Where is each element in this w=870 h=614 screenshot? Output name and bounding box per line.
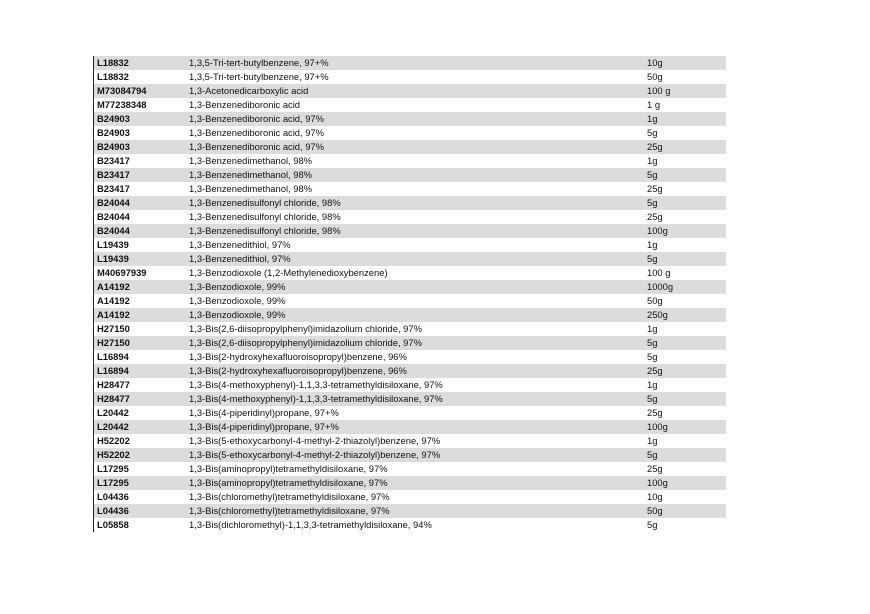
pack-size: 100g [647, 225, 668, 236]
table-row [94, 280, 726, 294]
table-row [94, 84, 726, 98]
pack-size: 25g [647, 365, 663, 376]
table-row [94, 168, 726, 182]
product-code: L20442 [97, 421, 129, 432]
table-row [94, 322, 726, 336]
product-code: B24044 [97, 225, 130, 236]
table-row [94, 224, 726, 238]
pack-size: 10g [647, 57, 663, 68]
product-code: L19439 [97, 253, 129, 264]
product-description: 1,3-Benzodioxole, 99% [189, 281, 286, 292]
pack-size: 50g [647, 71, 663, 82]
product-description: 1,3-Benzenedimethanol, 98% [189, 183, 313, 194]
product-code: H28477 [97, 379, 130, 390]
product-code: B23417 [97, 155, 130, 166]
table-row [94, 364, 726, 378]
table-row [94, 112, 726, 126]
product-description: 1,3,5-Tri-tert-butylbenzene, 97+% [189, 57, 329, 68]
table-row [94, 294, 726, 308]
product-description: 1,3-Bis(4-methoxyphenyl)-1,1,3,3-tetramethyldisiloxane, 97% [189, 379, 443, 390]
product-code: L05858 [97, 519, 129, 530]
product-description: 1,3-Benzodioxole (1,2-Methylenedioxybenzene) [189, 267, 388, 278]
product-description: 1,3-Benzenedisulfonyl chloride, 98% [189, 197, 341, 208]
product-description: 1,3-Bis(aminopropyl)tetramethyldisiloxane, 97% [189, 477, 388, 488]
product-code: B24903 [97, 113, 130, 124]
pack-size: 1g [647, 435, 658, 446]
pack-size: 250g [647, 309, 668, 320]
pack-size: 100 g [647, 267, 671, 278]
product-code: L16894 [97, 365, 129, 376]
table-row [94, 210, 726, 224]
pack-size: 5g [647, 197, 658, 208]
product-code: B24903 [97, 141, 130, 152]
table-row [94, 406, 726, 420]
table-row [94, 504, 726, 518]
product-table [93, 56, 726, 532]
product-description: 1,3-Bis(aminopropyl)tetramethyldisiloxane, 97% [189, 463, 388, 474]
pack-size: 1g [647, 155, 658, 166]
product-description: 1,3-Bis(2-hydroxyhexafluoroisopropyl)benzene, 96% [189, 365, 407, 376]
table-row [94, 70, 726, 84]
product-code: L17295 [97, 477, 129, 488]
product-code: M73084794 [97, 85, 147, 96]
pack-size: 5g [647, 519, 658, 530]
product-code: L04436 [97, 505, 129, 516]
product-description: 1,3,5-Tri-tert-butylbenzene, 97+% [189, 71, 329, 82]
product-description: 1,3-Bis(2-hydroxyhexafluoroisopropyl)benzene, 96% [189, 351, 407, 362]
product-description: 1,3-Benzenedithiol, 97% [189, 239, 291, 250]
product-code: H52202 [97, 435, 130, 446]
table-row [94, 476, 726, 490]
product-code: B23417 [97, 169, 130, 180]
product-description: 1,3-Benzenedimethanol, 98% [189, 155, 313, 166]
product-code: A14192 [97, 295, 130, 306]
product-description: 1,3-Bis(5-ethoxycarbonyl-4-methyl-2-thiazolyl)benzene, 97% [189, 449, 441, 460]
pack-size: 25g [647, 211, 663, 222]
table-row [94, 126, 726, 140]
table-row [94, 448, 726, 462]
table-row [94, 490, 726, 504]
product-description: 1,3-Benzodioxole, 99% [189, 295, 286, 306]
product-code: B24044 [97, 211, 130, 222]
product-code: H27150 [97, 323, 130, 334]
product-code: H27150 [97, 337, 130, 348]
pack-size: 5g [647, 127, 658, 138]
product-description: 1,3-Benzenedisulfonyl chloride, 98% [189, 225, 341, 236]
product-code: B24044 [97, 197, 130, 208]
product-description: 1,3-Bis(chloromethyl)tetramethyldisiloxane, 97% [189, 491, 390, 502]
table-row [94, 56, 726, 70]
product-description: 1,3-Bis(4-piperidinyl)propane, 97+% [189, 407, 339, 418]
product-description: 1,3-Benzenedithiol, 97% [189, 253, 291, 264]
pack-size: 25g [647, 463, 663, 474]
pack-size: 5g [647, 253, 658, 264]
pack-size: 1000g [647, 281, 674, 292]
product-code: L17295 [97, 463, 129, 474]
product-code: M77238348 [97, 99, 147, 110]
pack-size: 100g [647, 421, 668, 432]
pack-size: 10g [647, 491, 663, 502]
product-code: M40697939 [97, 267, 147, 278]
pack-size: 50g [647, 505, 663, 516]
product-code: H52202 [97, 449, 130, 460]
table-row [94, 350, 726, 364]
product-code: L19439 [97, 239, 129, 250]
pack-size: 5g [647, 169, 658, 180]
table-row [94, 378, 726, 392]
product-code: L04436 [97, 491, 129, 502]
table-row [94, 266, 726, 280]
pack-size: 5g [647, 337, 658, 348]
pack-size: 5g [647, 393, 658, 404]
pack-size: 100 g [647, 85, 671, 96]
product-code: H28477 [97, 393, 130, 404]
table-row [94, 518, 726, 532]
table-row [94, 140, 726, 154]
table-row [94, 462, 726, 476]
pack-size: 50g [647, 295, 663, 306]
product-description: 1,3-Benzenedisulfonyl chloride, 98% [189, 211, 341, 222]
product-description: 1,3-Bis(chloromethyl)tetramethyldisiloxane, 97% [189, 505, 390, 516]
pack-size: 25g [647, 407, 663, 418]
table-row [94, 434, 726, 448]
product-description: 1,3-Bis(2,6-diisopropylphenyl)imidazolium chloride, 97% [189, 323, 422, 334]
product-code: L16894 [97, 351, 129, 362]
table-row [94, 252, 726, 266]
product-description: 1,3-Bis(dichloromethyl)-1,1,3,3-tetramethyldisiloxane, 94% [189, 519, 432, 530]
table-row [94, 308, 726, 322]
product-description: 1,3-Benzenediboronic acid, 97% [189, 127, 324, 138]
pack-size: 25g [647, 141, 663, 152]
pack-size: 1g [647, 379, 658, 390]
product-description: 1,3-Benzenediboronic acid [189, 99, 301, 110]
product-description: 1,3-Benzenediboronic acid, 97% [189, 113, 324, 124]
product-code: A14192 [97, 309, 130, 320]
product-description: 1,3-Acetonedicarboxylic acid [189, 85, 309, 96]
pack-size: 1 g [647, 99, 661, 110]
product-code: L18832 [97, 57, 129, 68]
table-row [94, 392, 726, 406]
product-description: 1,3-Benzodioxole, 99% [189, 309, 286, 320]
pack-size: 1g [647, 113, 658, 124]
pack-size: 5g [647, 351, 658, 362]
product-code: B24903 [97, 127, 130, 138]
product-code: L18832 [97, 71, 129, 82]
product-description: 1,3-Bis(2,6-diisopropylphenyl)imidazolium chloride, 97% [189, 337, 422, 348]
table-row [94, 182, 726, 196]
product-code: L20442 [97, 407, 129, 418]
product-description: 1,3-Bis(5-ethoxycarbonyl-4-methyl-2-thiazolyl)benzene, 97% [189, 435, 441, 446]
table-row [94, 420, 726, 434]
table-row [94, 238, 726, 252]
table-row [94, 98, 726, 112]
pack-size: 25g [647, 183, 663, 194]
table-row [94, 336, 726, 350]
pack-size: 5g [647, 449, 658, 460]
pack-size: 1g [647, 323, 658, 334]
product-description: 1,3-Benzenediboronic acid, 97% [189, 141, 324, 152]
product-description: 1,3-Benzenedimethanol, 98% [189, 169, 313, 180]
pack-size: 100g [647, 477, 668, 488]
product-code: B23417 [97, 183, 130, 194]
product-description: 1,3-Bis(4-piperidinyl)propane, 97+% [189, 421, 339, 432]
product-code: A14192 [97, 281, 130, 292]
table-row [94, 196, 726, 210]
pack-size: 1g [647, 239, 658, 250]
table-row [94, 154, 726, 168]
product-description: 1,3-Bis(4-methoxyphenyl)-1,1,3,3-tetramethyldisiloxane, 97% [189, 393, 443, 404]
